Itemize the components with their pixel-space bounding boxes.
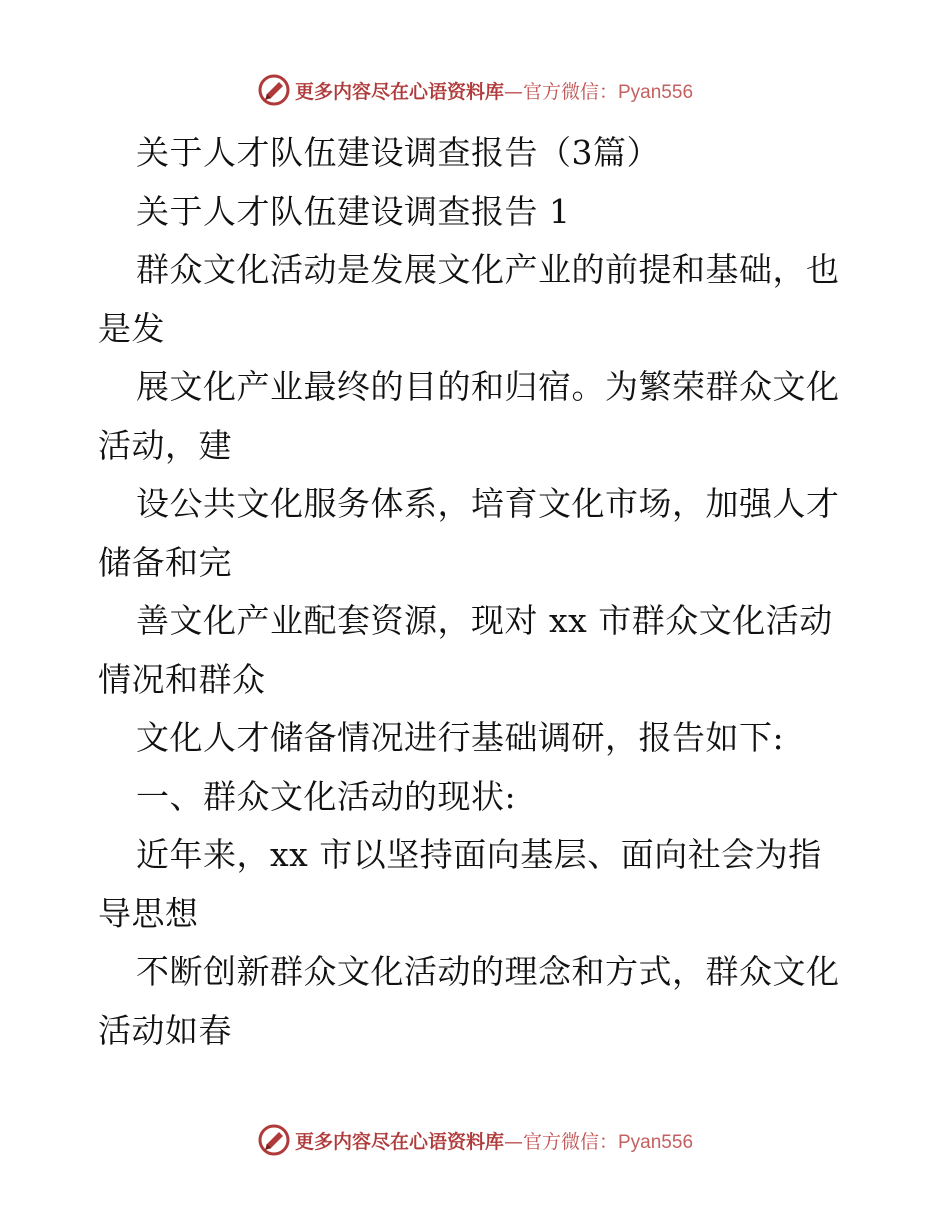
banner-part1: 更多内容尽在心语资料库 [294,1130,504,1153]
text-line: 展文化产业最终的目的和归宿。为繁荣群众文化 [136,367,840,406]
text-line: 文化人才储备情况进行基础调研，报告如下: [136,718,785,757]
document-body [98,124,858,1060]
banner-part2: —官方微信： [503,80,618,103]
document-title: 关于人才队伍建设调查报告（3篇） [136,133,660,172]
banner-text [295,77,693,104]
banner-part3: Pyan556 [618,1131,694,1153]
banner-text [295,1127,693,1154]
text-line: 关于人才队伍建设调查报告 1 [136,191,571,231]
footer-banner [0,1120,950,1160]
text-line: 不断创新群众文化活动的理念和方式，群众文化 [136,952,840,991]
text-line: 善文化产业配套资源，现对 xx 市群众文化活动 [136,601,833,640]
text-line: 活动，建 [98,425,232,465]
text-line: 设公共文化服务体系，培育文化市场，加强人才 [136,484,840,523]
banner-part2: —官方微信： [503,1130,618,1153]
banner-part1: 更多内容尽在心语资料库 [294,80,504,103]
text-line: 是发 [98,308,165,348]
text-line: 活动如春 [98,1010,232,1050]
text-line: 群众文化活动是发展文化产业的前提和基础，也 [136,250,840,289]
logo-icon [257,73,291,107]
header-banner [0,70,950,110]
text-line: 导思想 [98,893,199,933]
logo-icon [257,1123,291,1157]
text-line: 一、群众文化活动的现状: [136,776,517,816]
banner-part3: Pyan556 [618,81,694,103]
text-line: 储备和完 [98,542,232,582]
text-line: 情况和群众 [98,659,266,699]
text-line: 近年来，xx 市以坚持面向基层、面向社会为指 [136,835,822,874]
